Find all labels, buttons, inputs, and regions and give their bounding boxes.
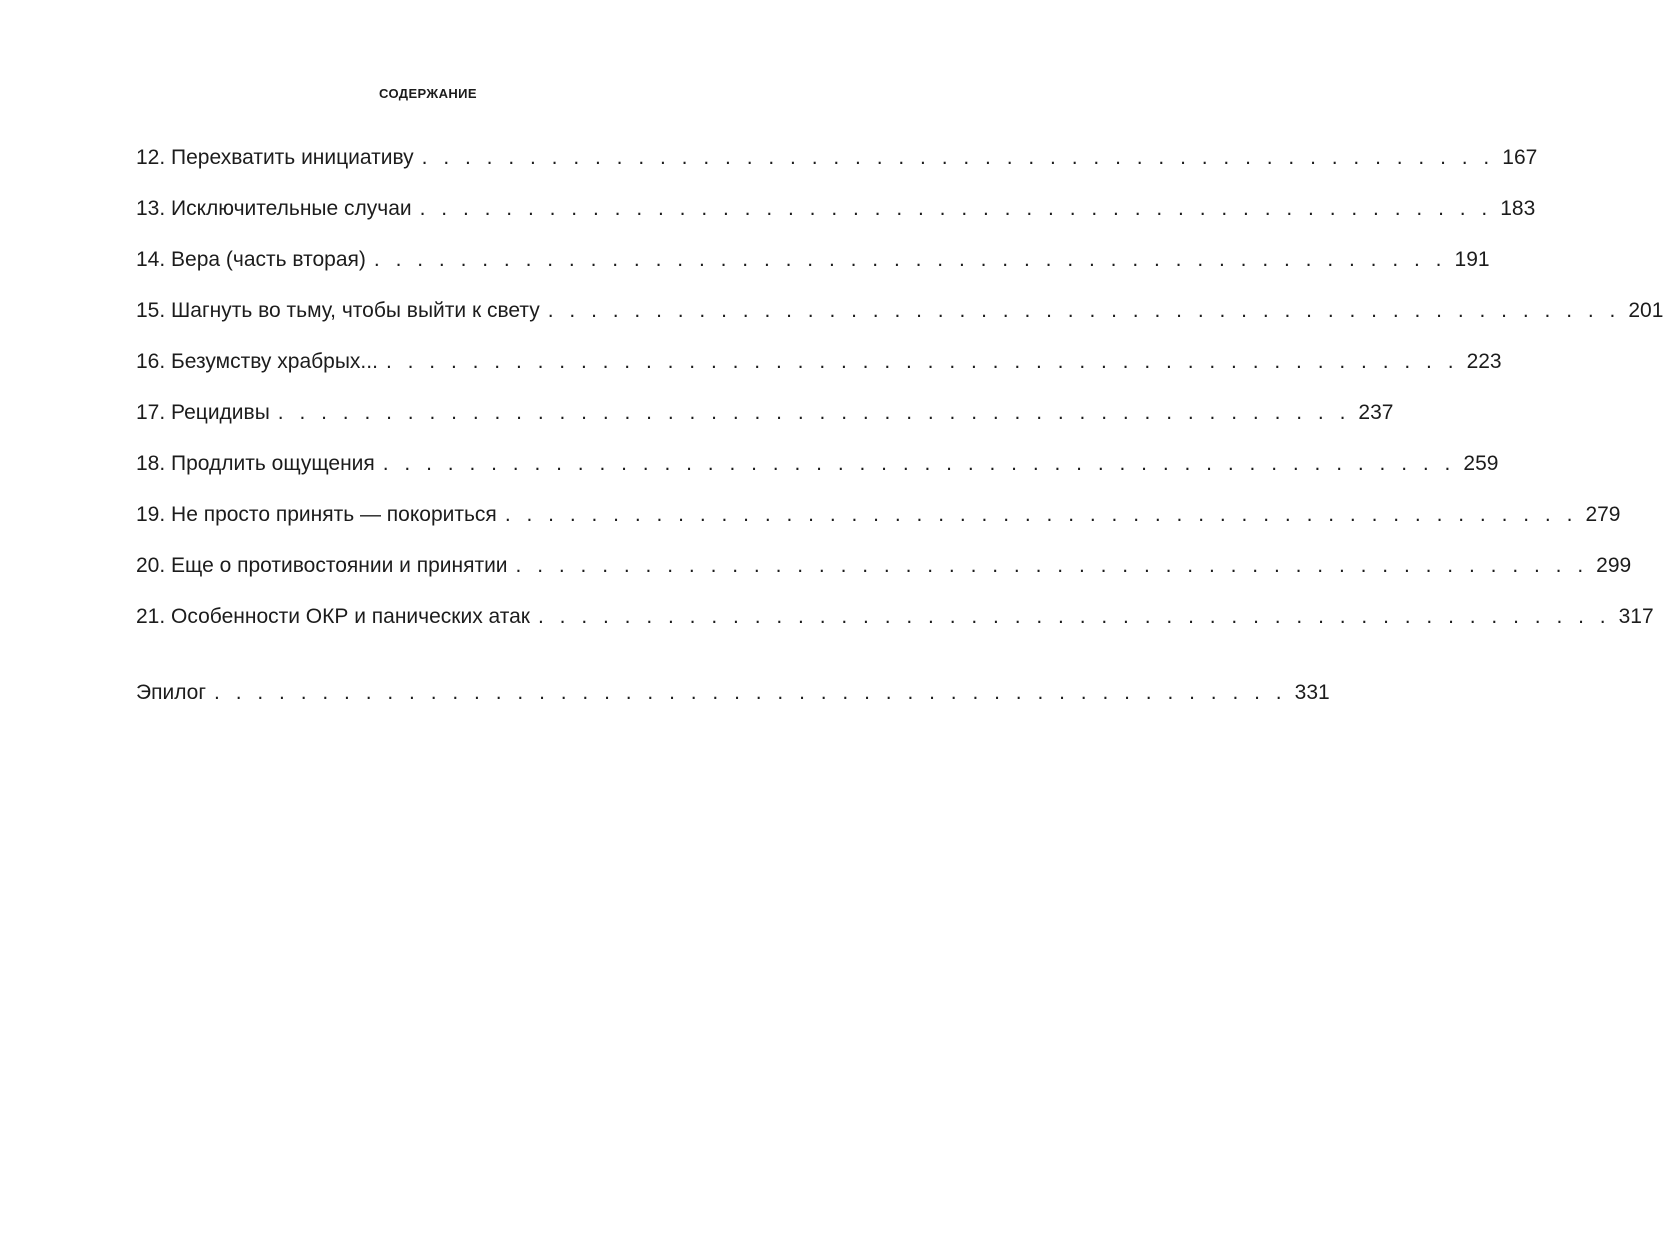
toc-entry-page-number: 331: [1294, 681, 1330, 704]
toc-entry-title: 15. Шагнуть во тьму, чтобы выйти к свету: [136, 299, 540, 322]
toc-entry-16[interactable]: [136, 344, 1502, 395]
toc-entry-page-number: 167: [1502, 146, 1538, 169]
dot-leader: . . . . . . . . . . . . . . . . . . . . . . . . . . . . . . . . . . . . . . . . . . . . . . . . . .: [421, 146, 1495, 169]
dot-leader: . . . . . . . . . . . . . . . . . . . . . . . . . . . . . . . . . . . . . . . . . . . . . . . . . .: [214, 681, 1287, 704]
toc-entry-page-number: 223: [1466, 350, 1502, 373]
toc-entry-title: 21. Особенности ОКР и панических атак: [136, 605, 530, 628]
toc-entry-19[interactable]: [136, 497, 1621, 548]
toc-entry-17[interactable]: [136, 395, 1394, 446]
toc-entry-title: 18. Продлить ощущения: [136, 452, 375, 475]
toc-entry-page-number: 237: [1358, 401, 1394, 424]
dot-leader: . . . . . . . . . . . . . . . . . . . . . . . . . . . . . . . . . . . . . . . . . . . . . . . . . .: [385, 350, 1459, 373]
table-of-contents: [136, 140, 1663, 726]
dot-leader: . . . . . . . . . . . . . . . . . . . . . . . . . . . . . . . . . . . . . . . . . . . . . . . . . .: [538, 605, 1611, 628]
dot-leader: . . . . . . . . . . . . . . . . . . . . . . . . . . . . . . . . . . . . . . . . . . . . . . . . . .: [373, 248, 1447, 271]
dot-leader: . . . . . . . . . . . . . . . . . . . . . . . . . . . . . . . . . . . . . . . . . . . . . . . . . .: [515, 554, 1589, 577]
toc-entry-18[interactable]: [136, 446, 1499, 497]
toc-entry-12[interactable]: [136, 140, 1538, 191]
toc-entry-title: 17. Рецидивы: [136, 401, 270, 424]
toc-entry-title: 16. Безумству храбрых...: [136, 350, 378, 373]
toc-entry-21[interactable]: [136, 599, 1654, 650]
toc-entry-title: 19. Не просто принять — покориться: [136, 503, 497, 526]
dot-leader: . . . . . . . . . . . . . . . . . . . . . . . . . . . . . . . . . . . . . . . . . . . . . . . . . .: [419, 197, 1493, 220]
toc-entry-page-number: 279: [1585, 503, 1621, 526]
toc-entry-14[interactable]: [136, 242, 1490, 293]
toc-entry-20[interactable]: [136, 548, 1632, 599]
toc-entry-page-number: 317: [1618, 605, 1654, 628]
toc-entry-page-number: 299: [1596, 554, 1632, 577]
toc-entry-13[interactable]: [136, 191, 1536, 242]
dot-leader: . . . . . . . . . . . . . . . . . . . . . . . . . . . . . . . . . . . . . . . . . . . . . . . . . .: [547, 299, 1621, 322]
dot-leader: . . . . . . . . . . . . . . . . . . . . . . . . . . . . . . . . . . . . . . . . . . . . . . . . . .: [504, 503, 1578, 526]
toc-entry-title: Эпилог: [136, 681, 207, 704]
toc-entry-page-number: 183: [1500, 197, 1536, 220]
toc-entry-epilogue[interactable]: [136, 675, 1330, 726]
dot-leader: . . . . . . . . . . . . . . . . . . . . . . . . . . . . . . . . . . . . . . . . . . . . . . . . . .: [277, 401, 1351, 424]
dot-leader: . . . . . . . . . . . . . . . . . . . . . . . . . . . . . . . . . . . . . . . . . . . . . . . . . .: [382, 452, 1456, 475]
toc-entry-page-number: 191: [1454, 248, 1490, 271]
toc-entry-title: 13. Исключительные случаи: [136, 197, 412, 220]
toc-entry-title: 20. Еще о противостоянии и принятии: [136, 554, 508, 577]
toc-entry-15[interactable]: [136, 293, 1663, 344]
toc-entry-title: 12. Перехватить инициативу: [136, 146, 414, 169]
toc-entry-page-number: 259: [1463, 452, 1499, 475]
toc-entry-title: 14. Вера (часть вторая): [136, 248, 366, 271]
running-head-title: СОДЕРЖАНИЕ: [379, 86, 477, 101]
toc-entry-page-number: 201: [1628, 299, 1663, 322]
